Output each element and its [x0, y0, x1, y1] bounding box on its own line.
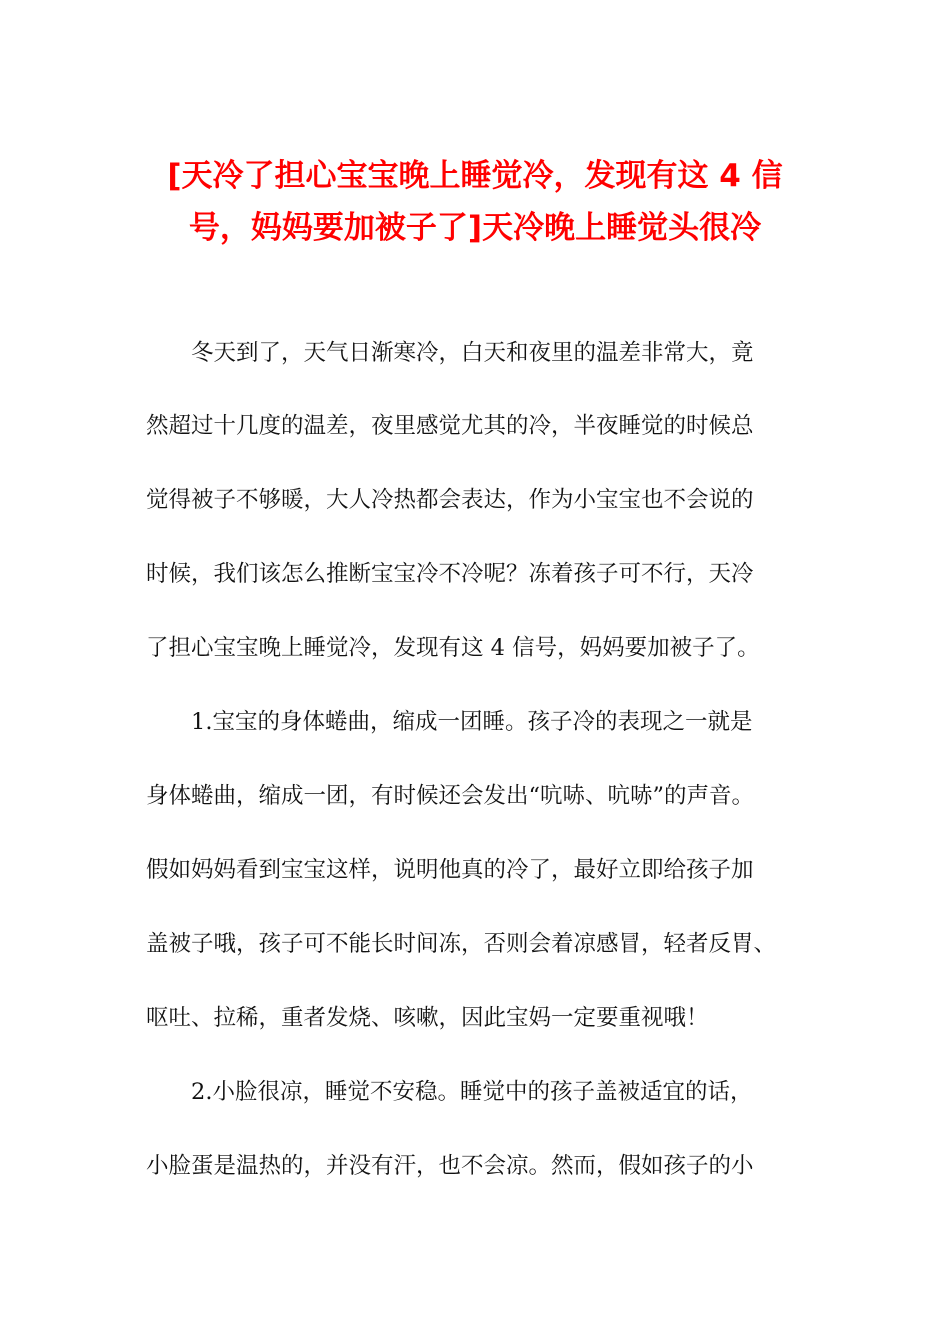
paragraph-1-line-2: 然超过十几度的温差，夜里感觉尤其的冷，半夜睡觉的时候总	[146, 413, 754, 439]
paragraph-2-line-3: 假如妈妈看到宝宝这样，说明他真的冷了，最好立即给孩子加	[146, 857, 754, 883]
paragraph-1-line-5: 了担心宝宝晚上睡觉冷，发现有这 4 信号，妈妈要加被子了。	[146, 635, 760, 661]
paragraph-2-line-4: 盖被子哦，孩子可不能长时间冻，否则会着凉感冒，轻者反胃、	[146, 931, 777, 957]
title-line-1: [天冷了担心宝宝晚上睡觉冷，发现有这 4 信	[167, 158, 783, 194]
paragraph-1-line-3: 觉得被子不够暖，大人冷热都会表达，作为小宝宝也不会说的	[146, 487, 754, 513]
paragraph-2-line-5: 呕吐、拉稀，重者发烧、咳嗽，因此宝妈一定要重视哦！	[146, 1005, 709, 1031]
paragraph-3-line-2: 小脸蛋是温热的，并没有汗，也不会凉。然而，假如孩子的小	[146, 1153, 754, 1179]
paragraph-2-line-1: 1.宝宝的身体蜷曲，缩成一团睡。孩子冷的表现之一就是	[191, 709, 753, 735]
paragraph-1-line-4: 时候，我们该怎么推断宝宝冷不冷呢？冻着孩子可不行，天冷	[146, 561, 754, 587]
paragraph-3-line-1: 2.小脸很凉，睡觉不安稳。睡觉中的孩子盖被适宜的话，	[191, 1079, 753, 1105]
title-line-2: 号，妈妈要加被子了]天冷晚上睡觉头很冷	[188, 210, 762, 246]
paragraph-2-line-2: 身体蜷曲，缩成一团，有时候还会发出“吭哧、吭哧”的声音。	[146, 783, 755, 809]
document-title	[0, 150, 950, 254]
paragraph-1-line-1: 冬天到了，天气日渐寒冷，白天和夜里的温差非常大，竟	[191, 340, 754, 366]
